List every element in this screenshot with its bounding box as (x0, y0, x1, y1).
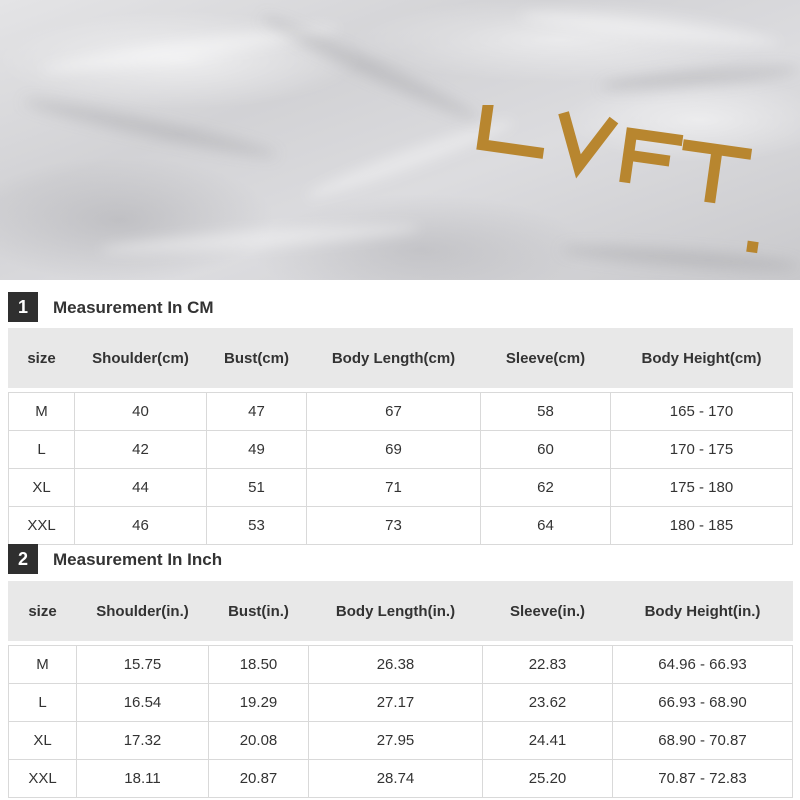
table-cell: 23.62 (483, 684, 613, 722)
table-cell: 180 - 185 (611, 507, 793, 545)
table-cell: 26.38 (309, 646, 483, 684)
section-title: Measurement In Inch (53, 550, 223, 569)
table-row (9, 469, 793, 507)
table-cell: 20.87 (209, 760, 309, 798)
table-cell: 49 (207, 431, 307, 469)
section-number-badge: 1 (8, 292, 38, 322)
table-cell: 18.50 (209, 646, 309, 684)
table-row (9, 431, 793, 469)
column-header: Bust(in.) (209, 582, 309, 641)
size-cell: XXL (9, 760, 77, 798)
table-cell: 42 (75, 431, 207, 469)
column-header: size (9, 329, 75, 388)
logo-dot (746, 241, 758, 253)
size-table-inch (8, 581, 793, 798)
table-cell: 17.32 (77, 722, 209, 760)
column-header: Bust(cm) (207, 329, 307, 388)
size-cell: XL (9, 722, 77, 760)
size-cell: XXL (9, 507, 75, 545)
column-header: size (9, 582, 77, 641)
table-cell: 28.74 (309, 760, 483, 798)
table-header-row (9, 329, 793, 388)
table-cell: 71 (307, 469, 481, 507)
table-cell: 53 (207, 507, 307, 545)
logo-lettering (480, 105, 748, 201)
table-cell: 60 (481, 431, 611, 469)
table-cell: 67 (307, 393, 481, 431)
table-cell: 40 (75, 393, 207, 431)
table-cell: 18.11 (77, 760, 209, 798)
table-row (9, 393, 793, 431)
table-cell: 20.08 (209, 722, 309, 760)
table-row (9, 646, 793, 684)
table-cell: 69 (307, 431, 481, 469)
table-cell: 16.54 (77, 684, 209, 722)
table-cell: 58 (481, 393, 611, 431)
table-cell: 27.95 (309, 722, 483, 760)
table-header-row (9, 582, 793, 641)
section-title: Measurement In CM (53, 298, 214, 317)
column-header: Sleeve(in.) (483, 582, 613, 641)
lvft-logo (465, 105, 785, 255)
table-row (9, 760, 793, 798)
column-header: Sleeve(cm) (481, 329, 611, 388)
table-cell: 64 (481, 507, 611, 545)
table-cell: 68.90 - 70.87 (613, 722, 793, 760)
section-number-badge: 2 (8, 544, 38, 574)
column-header: Body Height(cm) (611, 329, 793, 388)
table-cell: 22.83 (483, 646, 613, 684)
table-cell: 175 - 180 (611, 469, 793, 507)
table-row (9, 684, 793, 722)
column-header: Shoulder(cm) (75, 329, 207, 388)
column-header: Body Length(in.) (309, 582, 483, 641)
size-cell: L (9, 684, 77, 722)
size-cell: M (9, 393, 75, 431)
table-cell: 46 (75, 507, 207, 545)
table-cell: 25.20 (483, 760, 613, 798)
table-cell: 19.29 (209, 684, 309, 722)
table-cell: 64.96 - 66.93 (613, 646, 793, 684)
column-header: Body Height(in.) (613, 582, 793, 641)
size-cell: L (9, 431, 75, 469)
table-cell: 165 - 170 (611, 393, 793, 431)
column-header: Shoulder(in.) (77, 582, 209, 641)
size-cell: XL (9, 469, 75, 507)
column-header: Body Length(cm) (307, 329, 481, 388)
table-cell: 170 - 175 (611, 431, 793, 469)
table-cell: 44 (75, 469, 207, 507)
table-cell: 24.41 (483, 722, 613, 760)
table-cell: 27.17 (309, 684, 483, 722)
table-cell: 15.75 (77, 646, 209, 684)
table-row (9, 507, 793, 545)
size-cell: M (9, 646, 77, 684)
size-table-cm (8, 328, 793, 545)
table-cell: 66.93 - 68.90 (613, 684, 793, 722)
table-cell: 62 (481, 469, 611, 507)
table-row (9, 722, 793, 760)
table-cell: 70.87 - 72.83 (613, 760, 793, 798)
product-photo (0, 0, 800, 280)
table-cell: 73 (307, 507, 481, 545)
table-cell: 51 (207, 469, 307, 507)
table-cell: 47 (207, 393, 307, 431)
